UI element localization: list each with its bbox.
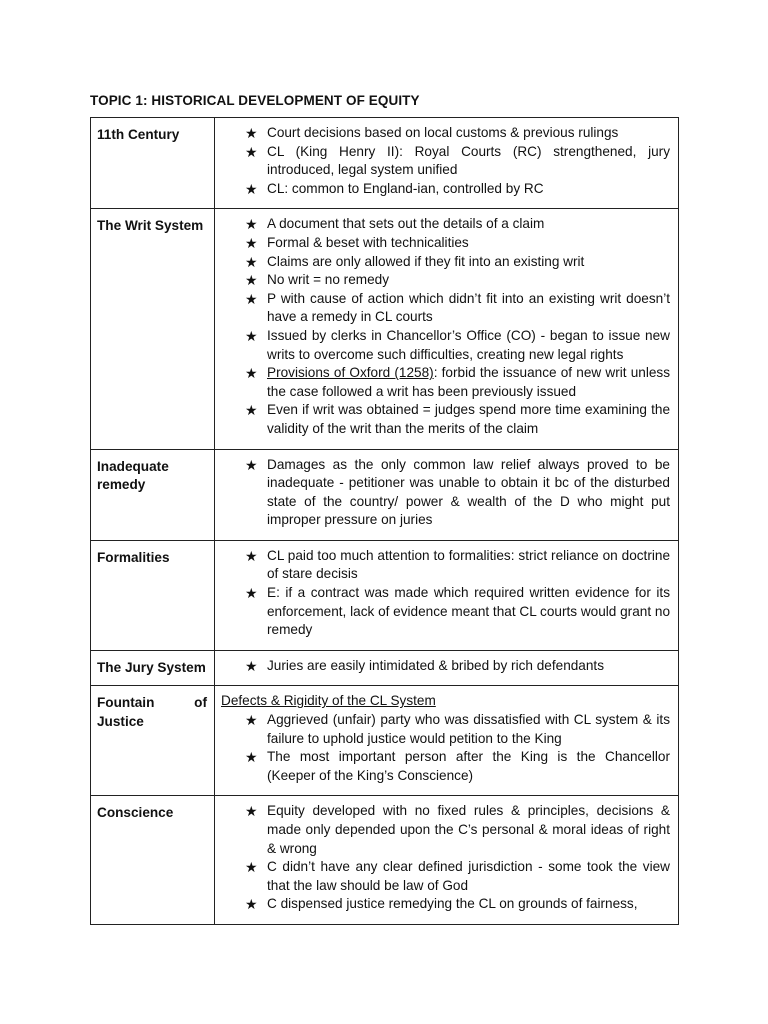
- topic-cell: Inadequate remedy: [91, 449, 215, 540]
- list-item: ★ P with cause of action which didn’t fit into an existing writ doesn’t have a remedy in CL courts: [245, 290, 670, 325]
- topic-cell: The Jury System: [91, 650, 215, 686]
- list-item: ★ CL: common to England-ian, controlled by RC: [245, 180, 544, 197]
- bullet-list: [221, 215, 670, 438]
- star-bullet-icon: ★: [245, 253, 258, 270]
- table-row: [91, 686, 679, 796]
- list-item: ★ Aggrieved (unfair) party who was dissatisfied with CL system & its failure to uphold justice would petition to the King: [245, 712, 670, 746]
- star-bullet-icon: ★: [245, 272, 258, 289]
- bullet-list: [221, 124, 670, 198]
- list-item: ★ Provisions of Oxford (1258): forbid the issuance of new writ unless the case followed a writ has been previously issued: [245, 365, 670, 399]
- bullet-list: [221, 657, 670, 676]
- list-item: ★ CL paid too much attention to formalities: strict reliance on doctrine of stare decisis: [245, 547, 670, 582]
- list-item: ★ Court decisions based on local customs & previous rulings: [245, 125, 619, 141]
- list-item: ★ The most important person after the King is the Chancellor (Keeper of the King’s Conscience): [245, 749, 670, 783]
- star-bullet-icon: ★: [245, 402, 258, 419]
- star-bullet-icon: ★: [245, 365, 258, 382]
- star-bullet-icon: ★: [245, 216, 258, 233]
- star-bullet-icon: ★: [245, 749, 258, 766]
- topic-cell: Conscience: [91, 796, 215, 925]
- star-bullet-icon: ★: [245, 859, 258, 876]
- section-subheading: Defects & Rigidity of the CL System: [221, 693, 436, 709]
- star-bullet-icon: ★: [245, 712, 258, 729]
- content-cell: [215, 796, 679, 925]
- star-bullet-icon: ★: [245, 657, 258, 674]
- list-item: ★ C dispensed justice remedying the CL on grounds of fairness,: [245, 896, 638, 913]
- star-bullet-icon: ★: [245, 456, 258, 473]
- star-bullet-icon: ★: [245, 125, 258, 141]
- star-bullet-icon: ★: [245, 803, 258, 820]
- topic-cell: Fountain of Justice: [91, 686, 215, 796]
- bullet-list: [221, 802, 670, 914]
- list-item: ★ Damages as the only common law relief always proved to be inadequate - petitioner was unable to obtain it bc of the disturbed state of the country/ power & wealth of the D who might put improper pressure on juries: [245, 456, 670, 528]
- star-bullet-icon: ★: [245, 585, 258, 602]
- star-bullet-icon: ★: [245, 547, 258, 564]
- page-title: TOPIC 1: HISTORICAL DEVELOPMENT OF EQUITY: [90, 93, 420, 108]
- table-row: [91, 796, 679, 925]
- content-cell: [215, 686, 679, 796]
- table-row: [91, 449, 679, 540]
- topic-cell: 11th Century: [91, 118, 215, 209]
- list-item: ★ Equity developed with no fixed rules & principles, decisions & made only depended upon the C’s personal & moral ideas of right & wrong: [245, 803, 670, 856]
- star-bullet-icon: ★: [245, 896, 258, 913]
- list-item: ★ A document that sets out the details of a claim: [245, 216, 545, 233]
- content-cell: [215, 118, 679, 209]
- list-item: ★ Claims are only allowed if they fit into an existing writ: [245, 253, 585, 270]
- table-row: [91, 209, 679, 449]
- content-cell: [215, 540, 679, 650]
- bullet-list: [221, 547, 670, 640]
- topic-cell: Formalities: [91, 540, 215, 650]
- notes-table: [90, 117, 679, 925]
- star-bullet-icon: ★: [245, 180, 258, 197]
- table-row: [91, 540, 679, 650]
- content-cell: [215, 650, 679, 686]
- table-row: [91, 118, 679, 209]
- list-item: ★ No writ = no remedy: [245, 272, 390, 289]
- provisions-of-oxford-term: Provisions of Oxford (1258): [267, 365, 434, 381]
- content-cell: [215, 209, 679, 449]
- bullet-list: [221, 456, 670, 530]
- star-bullet-icon: ★: [245, 327, 258, 344]
- content-cell: [215, 449, 679, 540]
- star-bullet-icon: ★: [245, 234, 258, 251]
- list-item: ★ E: if a contract was made which required written evidence for its enforcement, lack of evidence meant that CL courts would grant no remedy: [245, 585, 671, 638]
- bullet-list: [221, 711, 670, 785]
- star-bullet-icon: ★: [245, 290, 258, 307]
- list-item: ★ Juries are easily intimidated & bribed by rich defendants: [245, 657, 605, 674]
- list-item: ★ Issued by clerks in Chancellor’s Office (CO) - began to issue new writs to overcome such difficulties, creating new legal rights: [245, 327, 670, 362]
- list-item: ★ Even if writ was obtained = judges spend more time examining the validity of the writ than the merits of the claim: [245, 402, 670, 436]
- list-item: ★ Formal & beset with technicalities: [245, 234, 469, 251]
- table-row: [91, 650, 679, 686]
- list-item: ★ CL (King Henry II): Royal Courts (RC) strengthened, jury introduced, legal system unified: [245, 143, 670, 178]
- star-bullet-icon: ★: [245, 143, 258, 160]
- topic-cell: The Writ System: [91, 209, 215, 449]
- list-item: ★ C didn’t have any clear defined jurisdiction - some took the view that the law should be law of God: [245, 859, 670, 893]
